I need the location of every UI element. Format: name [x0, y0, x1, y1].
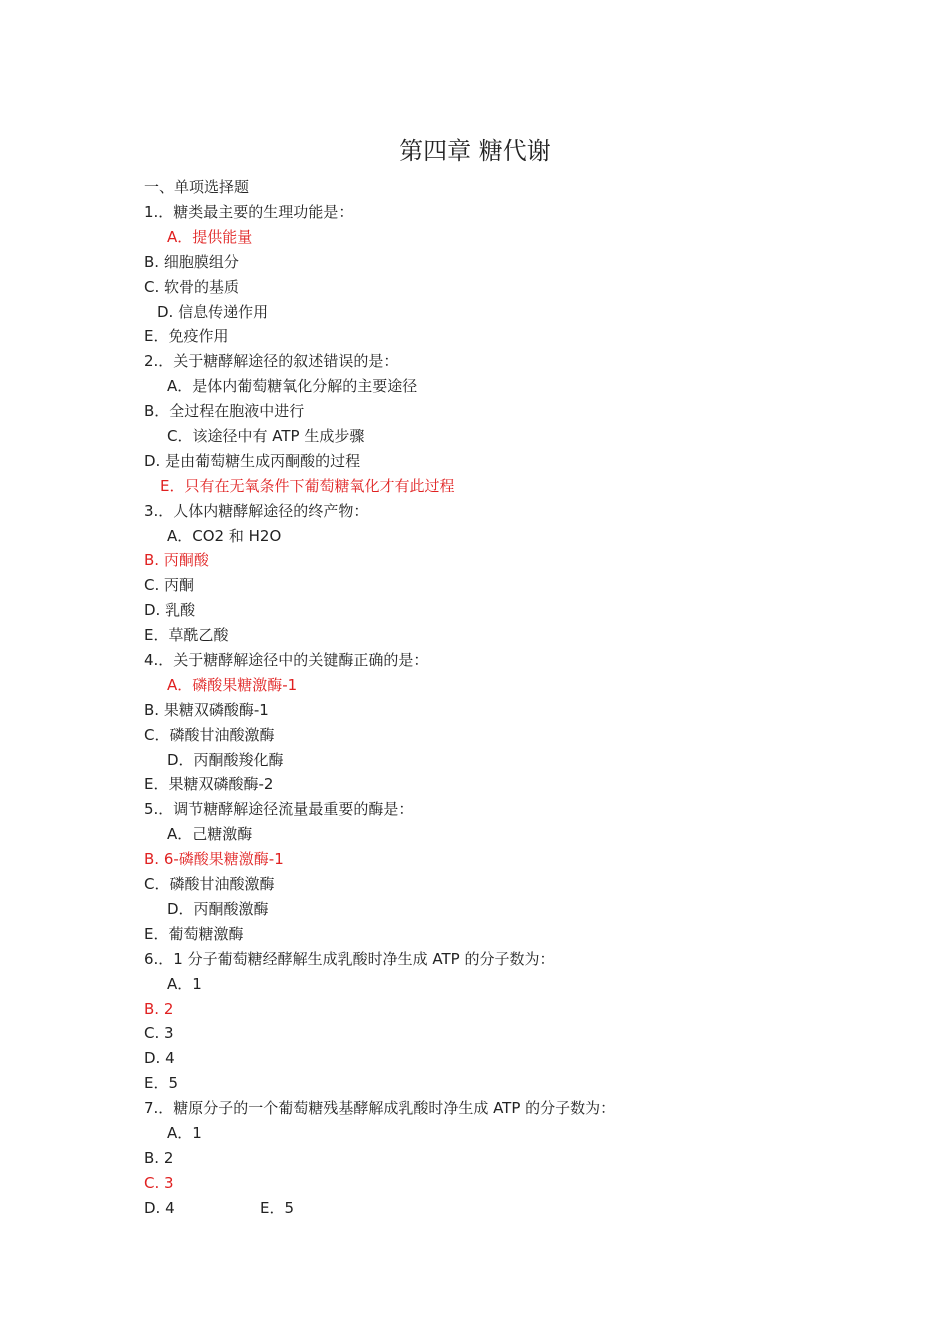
option: B. 2: [144, 1148, 174, 1167]
option: C．该途径中有 ATP 生成步骤: [167, 427, 365, 446]
option: B．全过程在胞液中进行: [144, 402, 305, 421]
question-stem: 6.．1 分子葡萄糖经酵解生成乳酸时净生成 ATP 的分子数为：: [144, 949, 555, 968]
option: B. 细胞膜组分: [144, 252, 239, 271]
option: C. 丙酮: [144, 576, 195, 595]
option: E．果糖双磷酸酶-2: [144, 775, 274, 794]
option: D. 信息传递作用: [157, 302, 269, 321]
question-stem: 3.．人体内糖酵解途径的终产物：: [144, 501, 369, 520]
option-correct: E．只有在无氧条件下葡萄糖氧化才有此过程: [160, 476, 455, 495]
option: E．葡萄糖激酶: [144, 924, 244, 943]
option: E．5: [144, 1074, 179, 1093]
option: A．己糖激酶: [167, 825, 253, 844]
question-stem: 5.．调节糖酵解途径流量最重要的酶是：: [144, 800, 414, 819]
option: D. 乳酸: [144, 601, 196, 620]
option-correct: A．磷酸果糖激酶-1: [167, 675, 298, 694]
option: E．5: [260, 1198, 295, 1217]
option: D．丙酮酸激酶: [167, 899, 269, 918]
option: A．CO2 和 H2O: [167, 526, 282, 545]
option: D．丙酮酸羧化酶: [167, 750, 284, 769]
option: C. 软骨的基质: [144, 277, 240, 296]
question-stem: 1.．糖类最主要的生理功能是：: [144, 203, 354, 221]
option-correct: A．提供能量: [167, 227, 253, 246]
question-list: [144, 201, 824, 1222]
option: D. 4: [144, 1198, 175, 1217]
option: D. 是由葡萄糖生成丙酮酸的过程: [144, 451, 361, 470]
option: C．磷酸甘油酸激酶: [144, 875, 275, 894]
chapter-title: 第四章 糖代谢: [399, 137, 551, 165]
option: B. 果糖双磷酸酶-1: [144, 700, 269, 719]
question-stem: 7.．糖原分子的一个葡萄糖残基酵解成乳酸时净生成 ATP 的分子数为：: [144, 1099, 616, 1118]
question-stem: 4.．关于糖酵解途径中的关键酶正确的是：: [144, 651, 429, 670]
option-row: [144, 1197, 824, 1222]
option-correct: B. 丙酮酸: [144, 551, 209, 570]
option: E．草酰乙酸: [144, 626, 229, 645]
option: A．1: [167, 1123, 202, 1142]
option: C．磷酸甘油酸激酶: [144, 725, 275, 744]
option-correct: B. 2: [144, 999, 174, 1018]
option: D. 4: [144, 1049, 175, 1068]
option: A．1: [167, 974, 202, 993]
option: C. 3: [144, 1024, 174, 1043]
option: A．是体内葡萄糖氧化分解的主要途径: [167, 377, 418, 396]
option: E．免疫作用: [144, 327, 229, 346]
section-heading: 一、单项选择题: [144, 178, 250, 196]
question-stem: 2.．关于糖酵解途径的叙述错误的是：: [144, 352, 399, 371]
option-correct: B. 6-磷酸果糖激酶-1: [144, 850, 284, 869]
option-correct: C. 3: [144, 1173, 174, 1192]
